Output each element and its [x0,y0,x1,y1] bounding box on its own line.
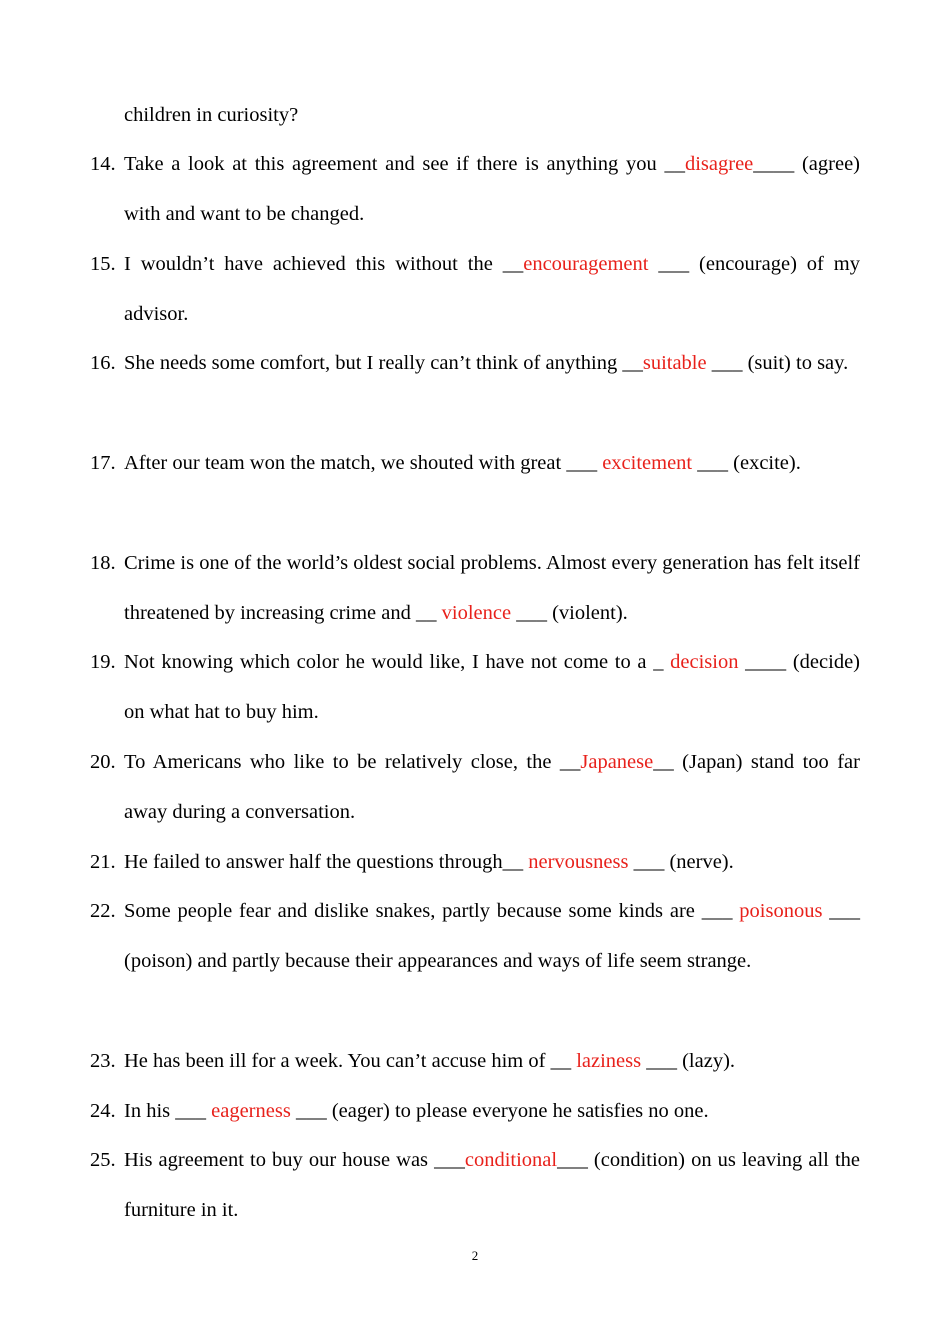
answer-text: decision [670,651,739,673]
question-number: 25. [90,1149,116,1171]
question-25: 25. His agreement to buy our house was ___conditional___ (condition) on us leaving all the furniture in it. [90,1136,860,1236]
question-18: 18. Crime is one of the world’s oldest social problems. Almost every generation has felt itself threatened by increasing crime and __ violence ___ (violent). [90,539,860,639]
question-number: 20. [90,751,116,773]
question-24: 24. In his ___ eagerness ___ (eager) to please everyone he satisfies no one. [90,1087,860,1137]
continuation-text: children in curiosity? [124,104,299,126]
answer-text: laziness [576,1050,642,1072]
question-number: 16. [90,352,116,374]
question-number: 19. [90,651,116,673]
answer-text: eagerness [211,1100,291,1122]
page-number: 2 [471,1248,479,1263]
answer-text: poisonous [739,900,823,922]
answer-text: nervousness [528,851,629,873]
answer-text: Japanese [580,751,654,773]
answer-text: violence [441,601,512,624]
question-21: 21. He failed to answer half the questions through__ nervousness ___ (nerve). [90,838,860,888]
question-16: 16. She needs some comfort, but I really can’t think of anything __suitable ___ (suit) to say. [90,339,860,389]
question-15: 15. I wouldn’t have achieved this without the __encouragement ___ (encourage) of my advisor. [90,240,860,340]
question-17: 17. After our team won the match, we shouted with great ___ excitement ___ (excite). [90,439,860,489]
question-number: 24. [90,1100,116,1122]
question-number: 22. [90,900,116,922]
answer-text: encouragement [523,253,649,275]
question-number: 14. [90,153,116,175]
question-number: 23. [90,1050,116,1072]
question-19: 19. Not knowing which color he would like, I have not come to a _ decision ____ (decide) on what hat to buy him. [90,638,860,738]
answer-text: conditional [464,1149,558,1171]
answer-text: suitable [642,352,707,374]
answer-text: excitement [602,452,693,474]
question-23: 23. He has been ill for a week. You can’t accuse him of __ laziness ___ (lazy). [90,1037,860,1087]
question-20: 20. To Americans who like to be relatively close, the __Japanese__ (Japan) stand too far away during a conversation. [90,738,860,838]
question-22: 22. Some people fear and dislike snakes, partly because some kinds are ___ poisonous ___ (poison) and partly because their appearances and ways of life seem strange. [90,887,860,987]
question-number: 21. [90,851,116,873]
question-14: 14. Take a look at this agreement and see if there is anything you __disagree____ (agree) with and want to be changed. [90,140,860,240]
question-number: 18. [90,552,116,574]
question-number: 17. [90,452,116,474]
answer-text: disagree [684,153,754,175]
question-number: 15. [90,253,116,275]
